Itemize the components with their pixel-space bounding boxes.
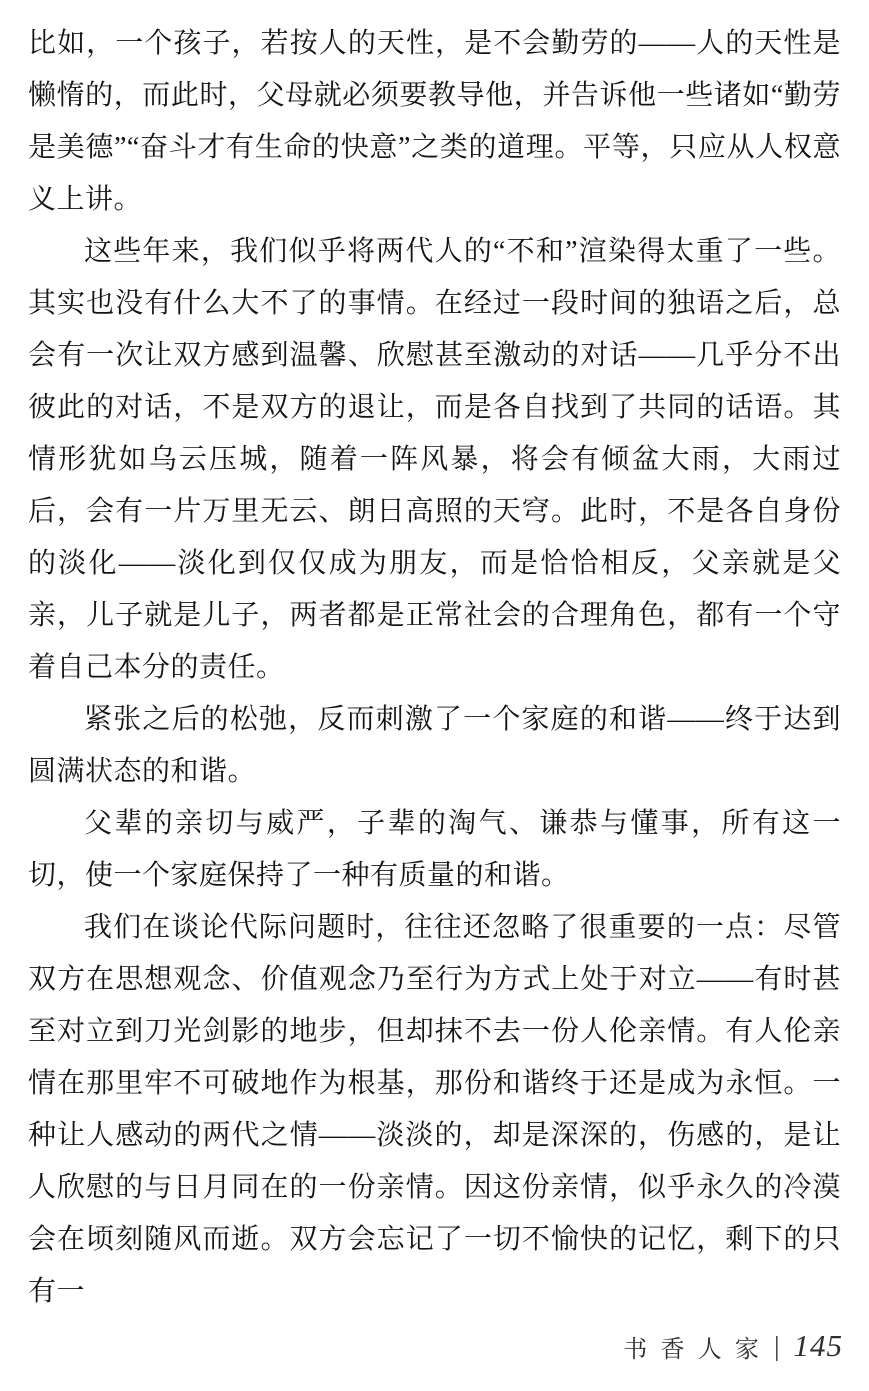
page-footer — [623, 1328, 843, 1364]
running-title: 书香人家 — [623, 1336, 773, 1363]
paragraph-family-harmony: 父辈的亲切与威严，子辈的淘气、谦恭与懂事，所有这一切，使一个家庭保持了一种有质量的和谐。 — [28, 808, 841, 891]
body-text — [28, 18, 841, 1318]
paragraph-these-years: 这些年来，我们似乎将两代人的“不和”渲染得太重了一些。其实也没有什么大不了的事情。在经过一段时间的独语之后，总会有一次让双方感到温馨、欣慰甚至激动的对话——几乎分不出彼此的对话，不是双方的退让，而是各自找到了共同的话语。其情形犹如乌云压城，随着一阵风暴，将会有倾盆大雨，大雨过后，会有一片万里无云、朗日高照的天穹。此时，不是各自身份的淡化——淡化到仅仅成为朋友，而是恰恰相反，父亲就是父亲，儿子就是儿子，两者都是正常社会的合理角色，都有一个守着自己本分的责任。 — [28, 236, 841, 683]
paragraph-generation-gap: 我们在谈论代际问题时，往往还忽略了很重要的一点：尽管双方在思想观念、价值观念乃至行为方式上处于对立——有时甚至对立到刀光剑影的地步，但却抹不去一份人伦亲情。有人伦亲情在那里牢不可破地作为根基，那份和谐终于还是成为永恒。一种让人感动的两代之情——淡淡的，却是深深的，伤感的，是让人欣慰的与日月同在的一份亲情。因这份亲情，似乎永久的冷漠会在顷刻随风而逝。双方会忘记了一切不愉快的记忆，剩下的只有一 — [28, 912, 841, 1307]
paragraph-relaxation: 紧张之后的松弛，反而刺激了一个家庭的和谐——终于达到圆满状态的和谐。 — [28, 704, 841, 787]
footer-separator: | — [774, 1330, 780, 1361]
paragraph-continuation: 比如，一个孩子，若按人的天性，是不会勤劳的——人的天性是懒惰的，而此时，父母就必须要教导他，并告诉他一些诸如“勤劳是美德”“奋斗才有生命的快意”之类的道理。平等，只应从人权意义上讲。 — [28, 28, 841, 215]
page-number: 145 — [793, 1328, 843, 1363]
